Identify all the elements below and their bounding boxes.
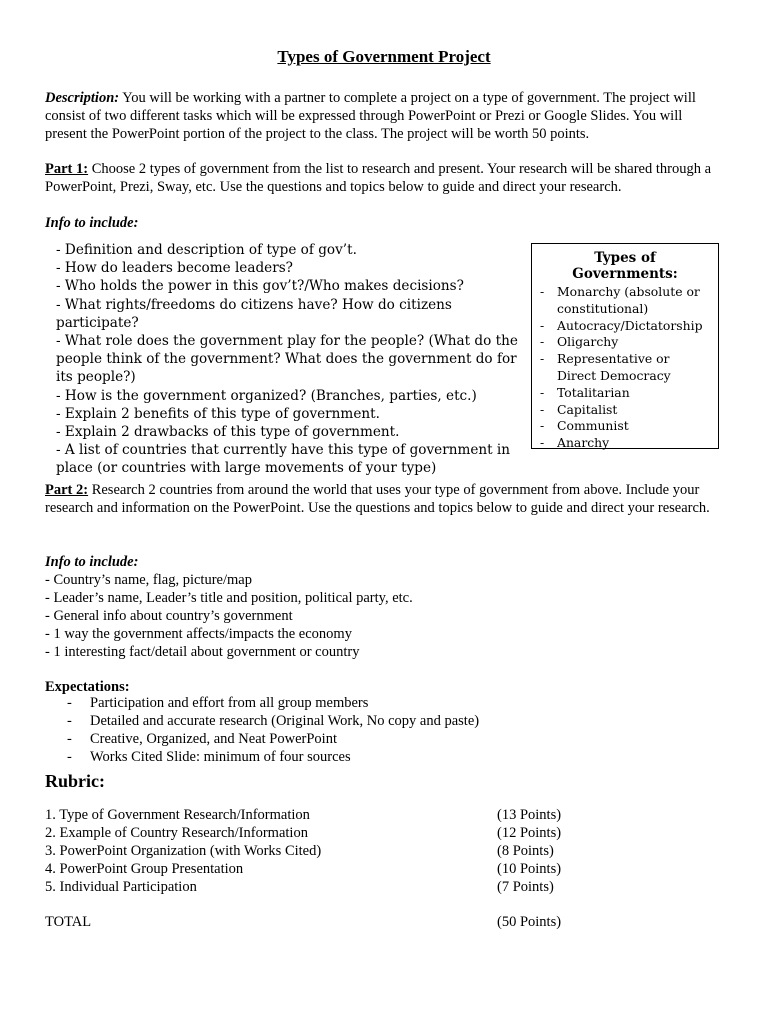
types-box-item-label: Totalitarian	[557, 384, 630, 400]
list-item: - Autocracy/Dictatorship	[540, 317, 703, 333]
list-item: - 1 way the government affects/impacts the economy	[45, 626, 352, 642]
list-item: - Creative, Organized, and Neat PowerPoint	[67, 731, 337, 747]
page-title: Types of Government Project	[277, 47, 491, 66]
list-item: - Detailed and accurate research (Original Work, No copy and paste)	[67, 713, 480, 729]
list-item: - Capitalist	[540, 401, 618, 417]
types-box-item-label: Communist	[557, 418, 629, 434]
rubric-item: 5. Individual Participation	[45, 879, 197, 895]
rubric-points: (8 Points)	[497, 843, 554, 859]
list-item: - Definition and description of type of gov’t.	[56, 242, 357, 258]
part1-paragraph	[45, 160, 715, 196]
rubric-heading: Rubric:	[45, 771, 105, 791]
rubric-item: 4. PowerPoint Group Presentation	[45, 861, 244, 877]
list-item: - Explain 2 benefits of this type of government.	[56, 405, 380, 422]
part2-paragraph	[45, 481, 715, 517]
list-item: - Monarchy (absolute or constitutional)	[540, 284, 700, 316]
rubric-item: 2. Example of Country Research/Information	[45, 825, 308, 841]
rubric-row	[45, 806, 645, 824]
rubric-row	[45, 824, 645, 842]
rubric-row	[45, 860, 645, 878]
part2-label: Part 2:	[45, 482, 89, 498]
rubric-total-row	[45, 913, 645, 931]
list-item: - Totalitarian	[540, 384, 630, 400]
rubric-item: 1. Type of Government Research/Information	[45, 807, 310, 823]
list-item: - What rights/freedoms do citizens have? How do citizens participate?	[56, 296, 452, 331]
list-item: - Representative or Direct Democracy	[540, 351, 671, 383]
part1-text: Choose 2 types of government from the list to research and present. Your research will be shared through a PowerPoint, Prezi, Sway, etc. Use the questions and topics below to guide and direct your research.	[45, 161, 712, 195]
expectation-text: Creative, Organized, and Neat PowerPoint	[90, 731, 337, 747]
list-item: - Communist	[540, 418, 629, 434]
part1-label: Part 1:	[45, 161, 89, 177]
types-box-item-label: Oligarchy	[557, 334, 619, 350]
part2-info-label: Info to include:	[45, 554, 139, 570]
types-box-item-label: Monarchy (absolute or constitutional)	[557, 284, 700, 316]
list-item: - How do leaders become leaders?	[56, 260, 293, 277]
rubric-points: (7 Points)	[497, 879, 554, 895]
list-item: - Explain 2 drawbacks of this type of government.	[56, 424, 400, 441]
list-item: - What role does the government play for the people? (What do the people think of the government? What does the government do for its people?)	[56, 333, 518, 386]
list-item: - Country’s name, flag, picture/map	[45, 572, 252, 588]
expectation-text: Works Cited Slide: minimum of four sources	[90, 749, 351, 765]
part1-info-label: Info to include:	[45, 215, 139, 231]
list-item: - 1 interesting fact/detail about government or country	[45, 644, 360, 660]
rubric-points: (10 Points)	[497, 861, 562, 877]
types-of-governments-box	[531, 243, 719, 449]
rubric-points: (13 Points)	[497, 807, 562, 823]
part2-info-list	[45, 571, 715, 661]
description-paragraph	[45, 89, 715, 143]
types-box-item-label: Anarchy	[557, 435, 610, 451]
types-box-item-label: Capitalist	[557, 401, 618, 417]
list-item: - General info about country’s government	[45, 608, 293, 624]
part2-text: Research 2 countries from around the world that uses your type of government from above. Include your research and information on the PowerPoint. Use the questions and topics below to guide and direct your research.	[45, 482, 710, 516]
types-box-item-label: Autocracy/Dictatorship	[557, 317, 703, 333]
description-text: You will be working with a partner to complete a project on a type of government. The project will consist of two different tasks which will be expressed through PowerPoint or Prezi or Google Slides. You will present the PowerPoint portion of the project to the class. The project will be worth 50 points.	[45, 90, 696, 142]
expectation-text: Detailed and accurate research (Original Work, No copy and paste)	[90, 713, 480, 729]
list-item: - Leader’s name, Leader’s title and position, political party, etc.	[45, 590, 413, 606]
list-item: - Oligarchy	[540, 334, 619, 350]
expectation-text: Participation and effort from all group members	[90, 695, 369, 711]
rubric-item: 3. PowerPoint Organization (with Works Cited)	[45, 843, 322, 859]
expectations-label: Expectations:	[45, 679, 130, 695]
types-box-item-label: Representative or Direct Democracy	[557, 351, 671, 383]
list-item: - Who holds the power in this gov’t?/Who makes decisions?	[56, 278, 464, 295]
list-item: - How is the government organized? (Branches, parties, etc.)	[56, 387, 477, 404]
part1-info-list	[56, 241, 520, 478]
rubric-total-points: (50 Points)	[497, 914, 562, 930]
list-item: - Participation and effort from all group members	[67, 695, 369, 711]
rubric-row	[45, 878, 645, 896]
rubric-total-label: TOTAL	[45, 914, 92, 930]
rubric-row	[45, 842, 645, 860]
types-box-title: Types of Governments:	[572, 250, 678, 282]
rubric-points: (12 Points)	[497, 825, 562, 841]
expectations-list	[45, 694, 645, 766]
description-label: Description:	[45, 90, 120, 106]
list-item: - A list of countries that currently have this type of government in place (or countries with large movements of your type)	[56, 442, 511, 477]
list-item: - Works Cited Slide: minimum of four sources	[67, 749, 351, 765]
list-item: - Anarchy	[540, 435, 610, 451]
